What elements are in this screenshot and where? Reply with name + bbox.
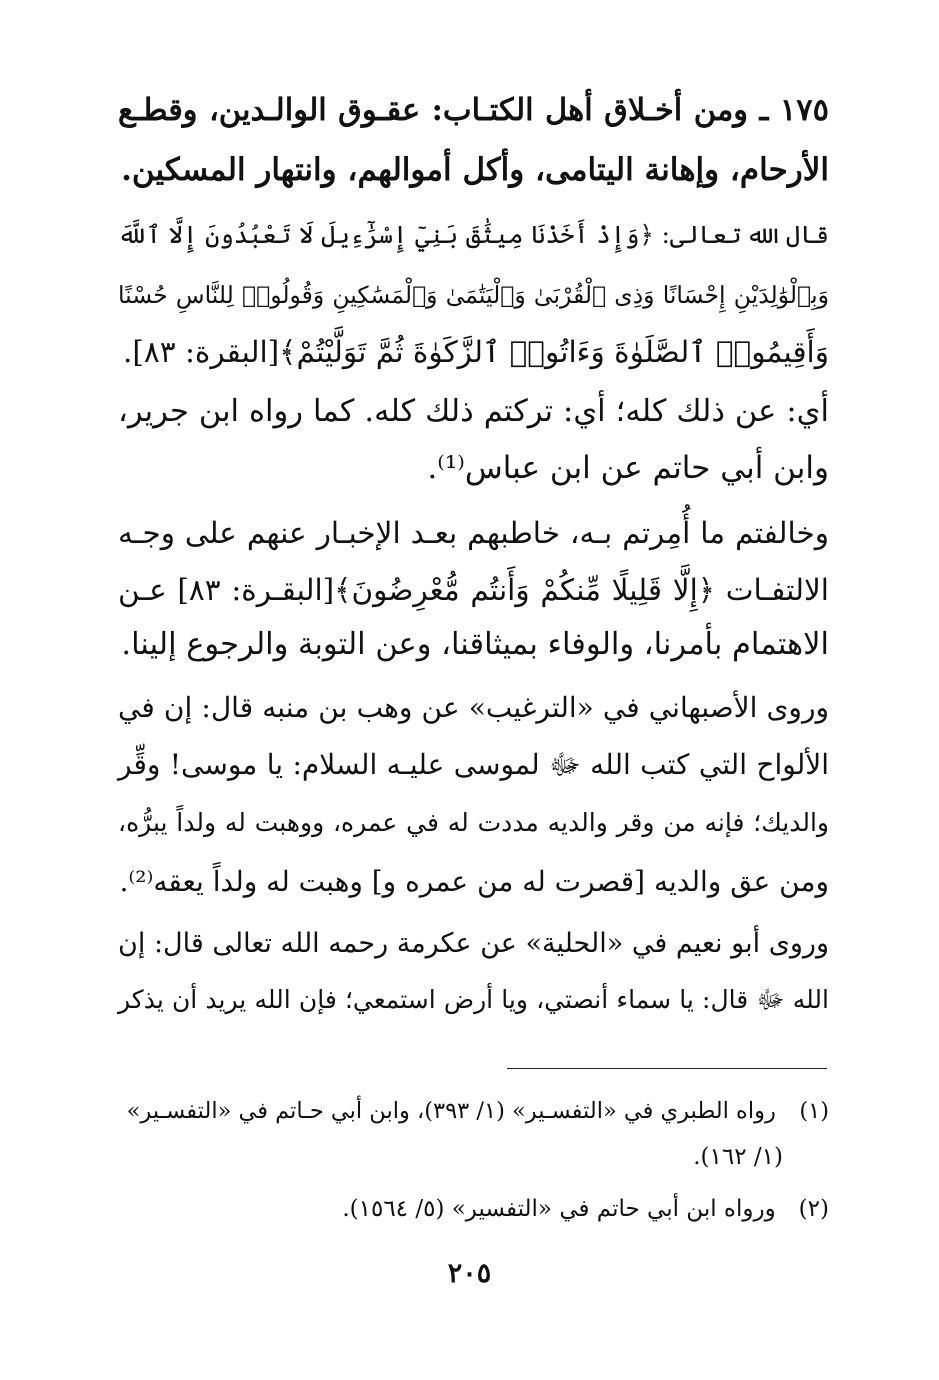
paragraph-4-line-3: والديك؛ فإنه من وقر والديه مددت له في عمره، ووهبت له ولداً يبرُّه، <box>118 808 829 837</box>
paragraph-4-line-2: الألواح التي كتب الله ﷻ لموسى عليـه السلام: يا موسى! وقِّر <box>118 748 829 781</box>
paragraph-3-line-2: الالتفـات ﴿إِلَّا قَلِيلًا مِّنكُمْ وَأَنتُم مُّعْرِضُونَ﴾[البقـرة: ٨٣] عـن <box>118 573 829 607</box>
footnote-2-text: ورواه ابن أبي حاتم في «التفسير» (٥/ ١٥٦٤). <box>342 1196 776 1222</box>
paragraph-5-line-1: وروى أبو نعيم في «الحلية» عن عكرمة رحمه الله تعالى قال: إن <box>118 928 829 959</box>
footnote-1-marker: (١) <box>799 1098 829 1124</box>
paragraph-4-line-4: ومن عق والديه [قصرت له من عمره و] وهبت له ولداً يعقه⁽²⁾. <box>119 865 829 898</box>
paragraph-3-line-3: الاهتمام بأمرنا، والوفاء بميثاقنا، وعن التوبة والرجوع إلينا. <box>121 627 829 662</box>
verse-line-1: قال الله تعالى: ﴿وَإِذْ أَخَذْنَا مِيثَٰقَ بَنِيٓ إِسْرَٰٓءِيلَ لَا تَعْبُدُونَ إِلَّا ٱللَّهَ <box>117 220 829 249</box>
paragraph-2-line-1: أي: عن ذلك كله؛ أي: تركتم ذلك كله. كما رواه ابن جرير، <box>118 394 829 429</box>
page-number: ٢٠٥ <box>447 1258 492 1289</box>
footnote-2 <box>118 1186 829 1232</box>
footnote-separator <box>507 1068 827 1069</box>
footnote-1-line-1 <box>118 1088 829 1134</box>
footnote-2-marker: (٢) <box>798 1196 829 1222</box>
paragraph-2-line-2: وابن أبي حاتم عن ابن عباس⁽¹⁾. <box>427 450 829 486</box>
paragraph-3-line-1: وخالفتم ما أُمِرتم بـه، خاطبهم بعـد الإخبـار عنهم على وجـه <box>118 516 829 550</box>
footnote-1-line-2: (١/ ١٦٢). <box>693 1144 783 1170</box>
footnote-1-text: رواه الطبري في «التفسـير» (١/ ٣٩٣)، وابن أبي حـاتم في «التفسـير» <box>126 1098 776 1124</box>
verse-line-2: وَبِٱلْوَٰلِدَيْنِ إِحْسَانًا وَذِى ٱلْقُرْبَىٰ وَٱلْيَتَٰمَىٰ وَٱلْمَسَٰكِينِ وَقُولُوا۟ لِلنَّاسِ حُسْنًا <box>118 281 829 309</box>
heading-line-2: الأرحام، وإهانة اليتامى، وأكل أموالهم، وانتهار المسكين. <box>121 152 829 188</box>
verse-line-3: وَأَقِيمُوا۟ ٱلصَّلَوٰةَ وَءَاتُوا۟ ٱلزَّكَوٰةَ ثُمَّ تَوَلَّيْتُمْ﴾[البقرة: ٨٣]. <box>123 335 829 369</box>
heading-line-1: ١٧٥ ـ ومن أخـلاق أهل الكتـاب: عقـوق الوالـدين، وقطـع <box>118 92 829 128</box>
paragraph-5-line-2: الله ﷻ قال: يا سماء أنصتي، ويا أرض استمعي؛ فإن الله يريد أن يذكر <box>118 985 829 1014</box>
paragraph-4-line-1: وروى الأصبهاني في «الترغيب» عن وهب بن منبه قال: إن في <box>118 691 829 724</box>
